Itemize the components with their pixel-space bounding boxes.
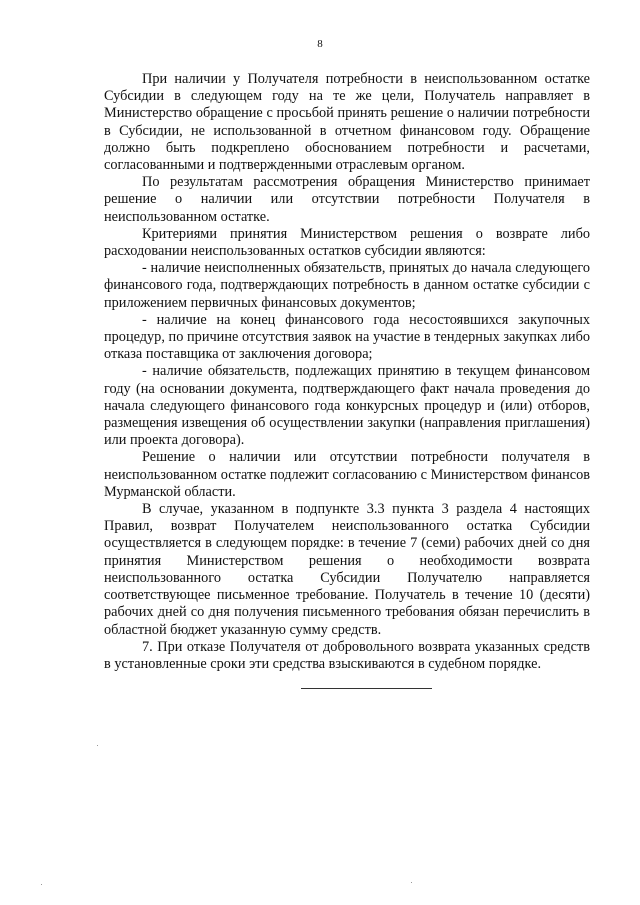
- end-separator-line: [301, 688, 432, 689]
- paragraph-finance-ministry-approval: Решение о наличии или отсутствии потребности получателя в неиспользованном остатке подлежит согласованию с Министерством финансов Мурманской области.: [104, 449, 590, 500]
- scan-speck: [41, 884, 42, 885]
- scan-speck: [97, 745, 98, 746]
- paragraph-subsidy-need-request: При наличии у Получателя потребности в неиспользованном остатке Субсидии в следующем году на те же цели, Получатель направляет в Министерство обращение с просьбой принять решение о наличии потребности в Субсидии, не использованной в отчетном финансовом году. Обращение должно быть подкреплено обоснованием потребности и расчетами, согласованными и подтвержденными отраслевым органом.: [104, 71, 590, 174]
- scan-speck: [411, 882, 412, 883]
- criterion-pending-obligations: - наличие обязательств, подлежащих принятию в текущем финансовом году (на основании документа, подтверждающего факт начала проведения до начала следующего финансового года конкурсных процедур и (или) отборов, размещения извещения об осуществлении закупки (направления приглашения) или проекта договора).: [104, 363, 590, 449]
- paragraph-return-procedure: В случае, указанном в подпункте 3.3 пункта 3 раздела 4 настоящих Правил, возврат Получателем неиспользованного остатка Субсидии осуществляется в следующем порядке: в течение 7 (семи) рабочих дней со дня принятия Министерством решения о необходимости возврата неиспользованного остатка Субсидии Получателю направляется соответствующее письменное требование. Получатель в течение 10 (десяти) рабочих дней со дня получения письменного требования обязан перечислить в областной бюджет указанную сумму средств.: [104, 501, 590, 638]
- document-body: [104, 71, 590, 673]
- paragraph-ministry-decision: По результатам рассмотрения обращения Министерство принимает решение о наличии или отсутствии потребности Получателя в неиспользованном остатке.: [104, 174, 590, 225]
- paragraph-decision-criteria: Критериями принятия Министерством решения о возврате либо расходовании неиспользованных остатков субсидии являются:: [104, 225, 590, 260]
- criterion-unfulfilled-obligations: - наличие неисполненных обязательств, принятых до начала следующего финансового года, подтверждающих потребность в данном остатке субсидии с приложением первичных финансовых документов;: [104, 260, 590, 311]
- page-number: 8: [317, 38, 323, 50]
- criterion-failed-procurement: - наличие на конец финансового года несостоявшихся закупочных процедур, по причине отсутствия заявок на участие в тендерных закупках либо отказа поставщика от заключения договора;: [104, 311, 590, 363]
- paragraph-court-recovery: 7. При отказе Получателя от добровольного возврата указанных средств в установленные сроки эти средства взыскиваются в судебном порядке.: [104, 638, 590, 672]
